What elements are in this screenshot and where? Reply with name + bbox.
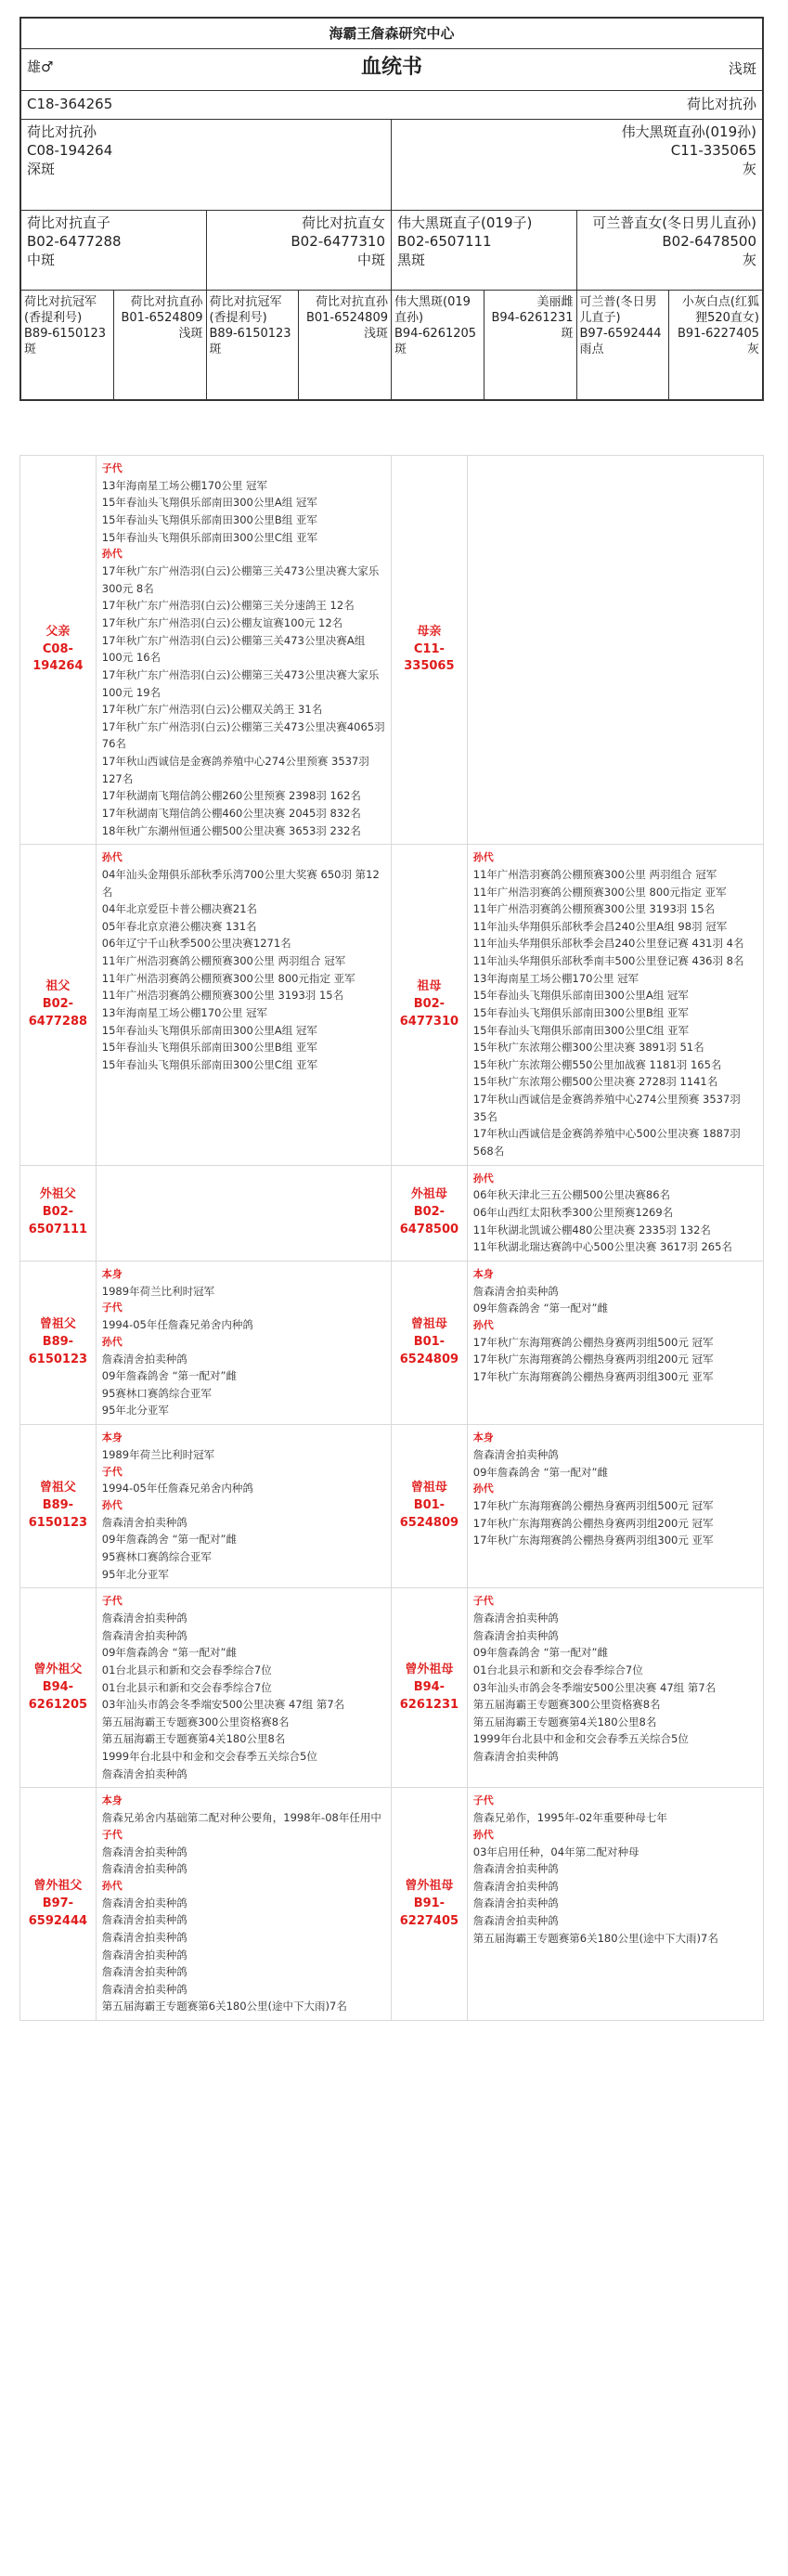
ancestor-role: 外祖父 (39, 1187, 76, 1202)
ancestor-label (392, 1788, 468, 2020)
achievement-item: 17年秋广东海翔赛鸽公棚热身赛两羽组500元 冠军 (472, 1498, 714, 1512)
achievement-list (468, 456, 763, 844)
achievement-item: 06年山西红太阳秋季300公里预赛1269名 (472, 1206, 674, 1219)
achievement-list (468, 1166, 763, 1261)
achievement-item: 詹森清舍拍卖种鸽 (101, 1913, 187, 1927)
great-grandparent-color: 斑 (394, 343, 407, 357)
achievement-item: 第五届海霸王专题赛第6关180公里(途中下大雨)7名 (101, 2000, 347, 2013)
grandparent-color: 灰 (742, 251, 756, 268)
ancestor-label (392, 1166, 468, 1261)
ancestor-role: 祖母 (417, 979, 442, 994)
ancestor-label (392, 1588, 468, 1787)
color-label: 浅斑 (728, 60, 756, 77)
ancestor-role: 母亲 (417, 624, 442, 639)
achievement-item: 11年广州浩羽赛鸽公棚预赛300公里 800元指定 亚军 (101, 971, 355, 985)
achievement-item: 詹森清舍拍卖种鸽 (472, 1284, 559, 1298)
achievement-item: 1989年荷兰比利时冠军 (101, 1447, 215, 1461)
great-grandparent-name: 荷比对抗冠军(香提利号) (24, 295, 97, 326)
lineage-records (19, 455, 764, 2021)
achievement-item: 15年春汕头飞翔俱乐部南田300公里B组 亚军 (101, 1041, 317, 1055)
achievement-list (468, 1588, 763, 1787)
achievement-item: 11年广州浩羽赛鸽公棚预赛300公里 3193羽 15名 (472, 902, 716, 916)
achievement-item: 詹森清舍拍卖种鸽 (101, 1845, 187, 1858)
achievement-item: 09年詹森鸽舍 “第一配对”雌 (101, 1533, 237, 1547)
great-grandparent-name: 荷比对抗直孙 (315, 295, 388, 309)
ancestor-role: 曾祖母 (410, 1481, 447, 1495)
grandparent-cell (21, 211, 207, 290)
ancestor-ring: C08-194264 (32, 641, 84, 674)
achievement-item: 15年秋广东浓翔公棚500公里决赛 2728羽 1141名 (472, 1075, 718, 1089)
ancestor-ring: B01-6524809 (399, 1335, 459, 1366)
achievement-item: 詹森清舍拍卖种鸽 (472, 1879, 559, 1893)
achievement-item: 03年汕头市鸽会冬季端安500公里决赛 47组 第7名 (101, 1698, 345, 1712)
sire-cell (21, 120, 392, 210)
achievement-item: 13年海南星工场公棚170公里 冠军 (472, 971, 639, 985)
section-heading: 孙代 (101, 851, 123, 864)
great-grandparent-color: 浅斑 (363, 327, 388, 342)
achievement-item: 詹森清舍拍卖种鸽 (101, 1930, 187, 1944)
ancestor-ring: C11-335065 (404, 641, 455, 674)
ancestor-role: 曾祖母 (410, 1317, 447, 1332)
ancestor-label (392, 456, 468, 844)
ancestor-ring: B89-6150123 (28, 1498, 88, 1531)
record-row (20, 1262, 763, 1425)
achievement-item: 13年海南星工场公棚170公里 冠军 (101, 1005, 268, 1019)
great-grandparent-name: 小灰白点(红狐狸520直女) (681, 295, 759, 326)
great-grandparent-cell (392, 291, 484, 399)
achievement-list (97, 456, 392, 844)
achievement-item: 09年詹森鸽舍 “第一配对”雌 (101, 1646, 237, 1660)
ancestor-label (20, 1166, 97, 1261)
grandparent-ring: B02-6477288 (27, 232, 122, 250)
section-heading: 孙代 (472, 1482, 494, 1495)
grandparent-name: 荷比对抗直女 (301, 214, 385, 231)
achievement-item: 03年汕头市鸽会冬季端安500公里决赛 47组 第7名 (472, 1680, 717, 1694)
dam-color: 灰 (742, 160, 756, 177)
achievement-item: 17年秋广东海翔赛鸽公棚热身赛两羽组300元 亚军 (472, 1370, 714, 1383)
achievement-item: 09年詹森鸽舍 “第一配对”雌 (101, 1369, 237, 1383)
ancestor-label (20, 845, 97, 1164)
sire-color: 深斑 (27, 160, 56, 177)
grandparents-row (21, 211, 762, 291)
achievement-item: 詹森兄弟作，1995年-02年重要种母七年 (472, 1811, 667, 1825)
great-grandparent-name: 美丽雌 (536, 295, 574, 309)
achievement-item: 17年秋广东广州浩羽(白云)公棚第三关473公里决赛大家乐100元 19名 (101, 667, 380, 699)
achievement-item: 17年秋山西诚信是金赛鸽养殖中心274公里预赛 3537羽 127名 (101, 755, 369, 785)
achievement-item: 17年秋广东广州浩羽(白云)公棚第三关473公里决赛4065羽 76名 (101, 719, 385, 751)
achievement-item: 第五届海霸王专题赛300公里资格赛8名 (101, 1715, 290, 1728)
section-heading: 本身 (101, 1794, 123, 1807)
achievement-item: 15年春汕头飞翔俱乐部南田300公里A组 冠军 (101, 1023, 317, 1037)
achievement-item: 詹森清舍拍卖种鸽 (101, 1896, 187, 1909)
achievement-item: 11年秋湖北凯诚公棚480公里决赛 2335羽 132名 (472, 1223, 711, 1236)
section-heading: 子代 (101, 1595, 123, 1608)
achievement-item: 1989年荷兰比利时冠军 (101, 1284, 215, 1298)
achievement-item: 17年秋广东广州浩羽(白云)公棚友谊赛100元 12名 (101, 616, 343, 629)
great-grandparent-name: 荷比对抗直孙 (130, 295, 203, 309)
achievement-item: 第五届海霸王专题赛第4关180公里8名 (472, 1715, 657, 1728)
section-heading: 本身 (101, 1431, 123, 1444)
achievement-item: 詹森清舍拍卖种鸽 (101, 1628, 187, 1642)
achievement-item: 15年春汕头飞翔俱乐部南田300公里C组 亚军 (472, 1023, 690, 1037)
achievement-item: 15年春汕头飞翔俱乐部南田300公里C组 亚军 (101, 530, 318, 544)
grandparent-color: 中斑 (27, 251, 56, 268)
achievement-item: 17年秋广东广州浩羽(白云)公棚双关鸽王 31名 (101, 703, 323, 717)
ancestor-label (20, 456, 97, 844)
sire-name: 荷比对抗孙 (27, 123, 97, 140)
achievement-item: 17年秋广东海翔赛鸽公棚热身赛两羽组500元 冠军 (472, 1335, 714, 1349)
ring-row (21, 91, 762, 120)
great-grandparent-ring: B89-6150123 (24, 327, 107, 342)
great-grandparent-cell (669, 291, 762, 399)
grandparent-color: 黑斑 (397, 251, 426, 268)
achievement-item: 詹森清舍拍卖种鸽 (101, 1767, 187, 1780)
dam-name: 伟大黑斑直孙(019孙) (621, 123, 756, 140)
achievement-item: 1994-05年任詹森兄弟舍内种鸽 (101, 1318, 253, 1332)
achievement-list (97, 1588, 392, 1787)
section-heading: 孙代 (472, 1828, 494, 1841)
section-heading: 孙代 (472, 1171, 494, 1184)
great-grandparent-name: 伟大黑斑(019直孙) (394, 295, 471, 326)
achievement-item: 1994-05年任詹森兄弟舍内种鸽 (101, 1482, 253, 1495)
achievement-item: 09年詹森鸽舍 “第一配对”雌 (472, 1301, 608, 1315)
section-heading: 本身 (101, 1267, 123, 1280)
achievement-item: 11年广州浩羽赛鸽公棚预赛300公里 3193羽 15名 (101, 989, 344, 1003)
ancestor-role: 曾祖父 (39, 1317, 76, 1332)
great-grandparents-row (21, 291, 762, 399)
achievement-item: 1999年台北县中和金和交会春季五关综合5位 (472, 1732, 689, 1746)
achievement-list (468, 1262, 763, 1424)
great-grandparent-cell (207, 291, 300, 399)
achievement-list (97, 1262, 392, 1424)
section-heading: 子代 (101, 1828, 123, 1841)
achievement-item: 詹森清舍拍卖种鸽 (101, 1862, 187, 1876)
ancestor-ring: B02-6477310 (399, 996, 459, 1029)
grandparent-ring: B02-6477310 (291, 232, 385, 250)
ancestor-role: 曾外祖母 (405, 1878, 454, 1893)
ancestor-ring: B89-6150123 (28, 1335, 88, 1366)
great-grandparent-color: 斑 (209, 343, 222, 357)
section-heading: 子代 (101, 1301, 123, 1314)
achievement-item: 11年广州浩羽赛鸽公棚预赛300公里 两羽组合 冠军 (472, 867, 717, 881)
sex-label: 雄♂ (27, 58, 54, 75)
achievement-item: 11年广州浩羽赛鸽公棚预赛300公里 800元指定 亚军 (472, 885, 727, 899)
achievement-item: 詹森清舍拍卖种鸽 (472, 1750, 559, 1764)
ancestor-role: 曾外祖父 (33, 1878, 83, 1893)
section-heading: 子代 (101, 462, 123, 474)
achievement-item: 15年秋广东浓翔公棚300公里决赛 3891羽 51名 (472, 1041, 704, 1055)
achievement-item: 01台北县示和新和交会春季综合7位 (101, 1680, 272, 1694)
record-row (20, 1166, 763, 1262)
great-grandparent-cell (484, 291, 577, 399)
achievement-item: 17年秋山西诚信是金赛鸽养殖中心274公里预赛 3537羽 35名 (472, 1093, 741, 1123)
great-grandparent-color: 灰 (746, 343, 759, 357)
achievement-item: 95赛林口赛鸽综合亚军 (101, 1386, 212, 1400)
pedigree-tree (19, 17, 764, 401)
grandparent-cell (392, 211, 577, 290)
achievement-item: 17年秋广东海翔赛鸽公棚热身赛两羽组200元 冠军 (472, 1353, 714, 1366)
great-grandparent-color: 浅斑 (178, 327, 203, 342)
record-row (20, 456, 763, 845)
dam-ring: C11-335065 (670, 141, 756, 159)
achievement-item: 15年春汕头飞翔俱乐部南田300公里A组 冠军 (472, 989, 689, 1003)
achievement-item: 17年秋湖南飞翔信鸽公棚260公里预赛 2398羽 162名 (101, 789, 361, 803)
achievement-item: 11年秋湖北瑞达赛鸽中心500公里决赛 3617羽 265名 (472, 1240, 732, 1254)
achievement-item: 第五届海霸王专题赛300公里资格赛8名 (472, 1698, 661, 1712)
great-grandparent-cell (114, 291, 207, 399)
doc-header-row (21, 49, 762, 91)
achievement-item: 15年春汕头飞翔俱乐部南田300公里A组 冠军 (101, 496, 317, 510)
dam-cell (392, 120, 762, 210)
ancestor-ring: B01-6524809 (399, 1498, 459, 1531)
strain-label: 荷比对抗孙 (686, 96, 756, 112)
achievement-list (97, 1425, 392, 1587)
grandparent-ring: B02-6507111 (397, 232, 492, 250)
section-heading: 子代 (472, 1794, 494, 1807)
doc-title: 血统书 (360, 56, 422, 79)
sire-ring: C08-194264 (27, 141, 113, 159)
achievement-item: 95赛林口赛鸽综合亚军 (101, 1550, 212, 1563)
achievement-item: 1999年台北县中和金和交会春季五关综合5位 (101, 1750, 317, 1764)
achievement-item: 03年启用任种，04年第二配对种母 (472, 1845, 639, 1858)
great-grandparent-color: 斑 (561, 327, 574, 342)
ancestor-ring: B94-6261231 (399, 1679, 459, 1712)
achievement-item: 詹森清舍拍卖种鸽 (472, 1896, 559, 1910)
achievement-item: 詹森清舍拍卖种鸽 (101, 1352, 187, 1366)
grandparent-ring: B02-6478500 (662, 232, 756, 250)
ancestor-role: 曾外祖父 (33, 1663, 83, 1677)
org-title: 海霸王詹森研究中心 (21, 19, 762, 49)
great-grandparent-ring: B01-6524809 (305, 311, 388, 326)
achievement-item: 15年春汕头飞翔俱乐部南田300公里B组 亚军 (472, 1005, 689, 1019)
ancestor-role: 曾祖父 (39, 1481, 76, 1495)
achievement-item: 18年秋广东潮州恒通公棚500公里决赛 3653羽 232名 (101, 823, 361, 837)
parents-row (21, 120, 762, 211)
achievement-list (97, 1166, 392, 1261)
ancestor-label (20, 1425, 97, 1587)
achievement-item: 17年秋广东广州浩羽(白云)公棚第三关473公里决赛大家乐300元 8名 (101, 564, 380, 595)
achievement-list (97, 845, 392, 1164)
great-grandparent-name: 可兰普(冬日男儿直子) (579, 295, 657, 326)
section-heading: 孙代 (472, 851, 494, 864)
section-heading: 孙代 (472, 1318, 494, 1331)
achievement-item: 06年秋天津北三五公棚500公里决赛86名 (472, 1188, 671, 1202)
grandparent-name: 伟大黑斑直子(019子) (397, 214, 533, 231)
achievement-item: 17年秋山西诚信是金赛鸽养殖中心500公里决赛 1887羽 568名 (472, 1127, 741, 1158)
achievement-item: 15年春汕头飞翔俱乐部南田300公里B组 亚军 (101, 513, 317, 527)
achievement-item: 09年詹森鸽舍 “第一配对”雌 (472, 1646, 608, 1660)
achievement-list (468, 1788, 763, 2020)
ancestor-ring: B97-6592444 (28, 1896, 88, 1928)
ancestor-ring: B02-6507111 (28, 1205, 88, 1237)
achievement-item: 95年北分亚军 (101, 1567, 169, 1581)
achievement-item: 09年詹森鸽舍 “第一配对”雌 (472, 1465, 608, 1479)
achievement-item: 17年秋湖南飞翔信鸽公棚460公里决赛 2045羽 832名 (101, 806, 361, 820)
great-grandparent-color: 雨点 (579, 343, 604, 357)
record-row (20, 1588, 763, 1788)
great-grandparent-cell (577, 291, 670, 399)
achievement-item: 11年汕头华翔俱乐部秋季会昌240公里登记赛 431羽 4名 (472, 937, 744, 951)
achievement-item: 01台北县示和新和交会春季综合7位 (101, 1663, 272, 1676)
great-grandparent-cell (21, 291, 114, 399)
achievement-item: 詹森清舍拍卖种鸽 (101, 1515, 187, 1529)
great-grandparent-ring: B91-6227405 (677, 327, 759, 342)
great-grandparent-name: 荷比对抗冠军(香提利号) (209, 295, 282, 326)
ancestor-role: 曾外祖母 (405, 1663, 454, 1677)
ancestor-label (20, 1788, 97, 2020)
achievement-item: 05年春北京京港公棚决赛 131名 (101, 919, 257, 933)
achievement-item: 17年秋广东海翔赛鸽公棚热身赛两羽组300元 亚军 (472, 1534, 714, 1547)
ancestor-role: 祖父 (45, 979, 71, 994)
great-grandparent-cell (299, 291, 392, 399)
ancestor-label (392, 1425, 468, 1587)
achievement-item: 04年北京爱臣卡普公棚决赛21名 (101, 902, 258, 916)
achievement-item: 詹森清舍拍卖种鸽 (472, 1447, 559, 1461)
achievement-item: 詹森清舍拍卖种鸽 (472, 1862, 559, 1876)
achievement-item: 95年北分亚军 (101, 1404, 169, 1417)
ancestor-label (392, 1262, 468, 1424)
achievement-item: 詹森清舍拍卖种鸽 (101, 1948, 187, 1961)
achievement-item: 15年秋广东浓翔公棚550公里加战赛 1181羽 165名 (472, 1057, 722, 1071)
ancestor-role: 父亲 (45, 624, 71, 639)
achievement-list (468, 1425, 763, 1587)
great-grandparent-ring: B97-6592444 (579, 327, 662, 342)
ancestor-ring: B91-6227405 (399, 1896, 459, 1928)
ancestor-ring: B02-6478500 (399, 1205, 459, 1237)
achievement-item: 詹森清舍拍卖种鸽 (101, 1612, 187, 1625)
achievement-item: 15年春汕头飞翔俱乐部南田300公里C组 亚军 (101, 1057, 318, 1071)
achievement-item: 04年汕头金翔俱乐部秋季乐湾700公里大奖赛 650羽 第12名 (101, 867, 380, 899)
achievement-item: 17年秋广东广州浩羽(白云)公棚第三关分速鸽王 12名 (101, 599, 355, 613)
great-grandparent-ring: B01-6524809 (121, 311, 203, 326)
section-heading: 孙代 (101, 1498, 123, 1511)
section-heading: 孙代 (101, 1879, 123, 1892)
section-heading: 本身 (472, 1267, 494, 1280)
grandparent-cell (577, 211, 763, 290)
achievement-item: 11年汕头华翔俱乐部秋季会昌240公里A组 98羽 冠军 (472, 919, 728, 933)
great-grandparent-color: 斑 (24, 343, 37, 357)
section-heading: 孙代 (101, 1335, 123, 1348)
achievement-item: 17年秋广东海翔赛鸽公棚热身赛两羽组200元 冠军 (472, 1516, 714, 1530)
achievement-item: 第五届海霸王专题赛第6关180公里(途中下大雨)7名 (472, 1931, 718, 1945)
great-grandparent-ring: B89-6150123 (209, 327, 291, 342)
ancestor-label (20, 1588, 97, 1787)
ancestor-ring: B02-6477288 (28, 996, 88, 1029)
achievement-item: 11年广州浩羽赛鸽公棚预赛300公里 两羽组合 冠军 (101, 954, 346, 968)
achievement-item: 詹森清舍拍卖种鸽 (472, 1628, 559, 1642)
section-heading: 子代 (101, 1465, 123, 1478)
achievement-item: 詹森清舍拍卖种鸽 (472, 1914, 559, 1928)
achievement-item: 詹森清舍拍卖种鸽 (101, 1965, 187, 1979)
ancestor-ring: B94-6261205 (28, 1679, 88, 1712)
record-row (20, 1788, 763, 2020)
great-grandparent-ring: B94-6261205 (394, 327, 477, 342)
section-heading: 孙代 (101, 548, 123, 561)
achievement-item: 11年汕头华翔俱乐部秋季南丰500公里登记赛 436羽 8名 (472, 954, 744, 968)
achievement-list (97, 1788, 392, 2020)
grandparent-cell (207, 211, 393, 290)
ancestor-label (392, 845, 468, 1164)
achievement-item: 詹森清舍拍卖种鸽 (472, 1612, 559, 1625)
achievement-item: 詹森兄弟舍内基础第二配对种公要角，1998年-08年任用中 (101, 1811, 381, 1825)
ancestor-role: 外祖母 (410, 1187, 447, 1202)
grandparent-name: 荷比对抗直子 (27, 214, 111, 231)
achievement-item: 第五届海霸王专题赛第4关180公里8名 (101, 1732, 286, 1746)
achievement-item: 13年海南星工场公棚170公里 冠军 (101, 478, 268, 492)
grandparent-color: 中斑 (356, 251, 385, 268)
achievement-list (468, 845, 763, 1164)
great-grandparent-ring: B94-6261231 (491, 311, 574, 326)
record-row (20, 845, 763, 1165)
section-heading: 本身 (472, 1431, 494, 1444)
ancestor-label (20, 1262, 97, 1424)
section-heading: 子代 (472, 1595, 494, 1608)
record-row (20, 1425, 763, 1588)
achievement-item: 詹森清舍拍卖种鸽 (101, 1982, 187, 1996)
ring-number: C18-364265 (27, 96, 113, 112)
achievement-item: 06年辽宁千山秋季500公里决赛1271名 (101, 937, 291, 951)
achievement-item: 01台北县示和新和交会春季综合7位 (472, 1663, 643, 1676)
grandparent-name: 可兰普直女(冬日男儿直孙) (592, 214, 756, 231)
achievement-item: 17年秋广东广州浩羽(白云)公棚第三关473公里决赛A组100元 16名 (101, 633, 366, 665)
